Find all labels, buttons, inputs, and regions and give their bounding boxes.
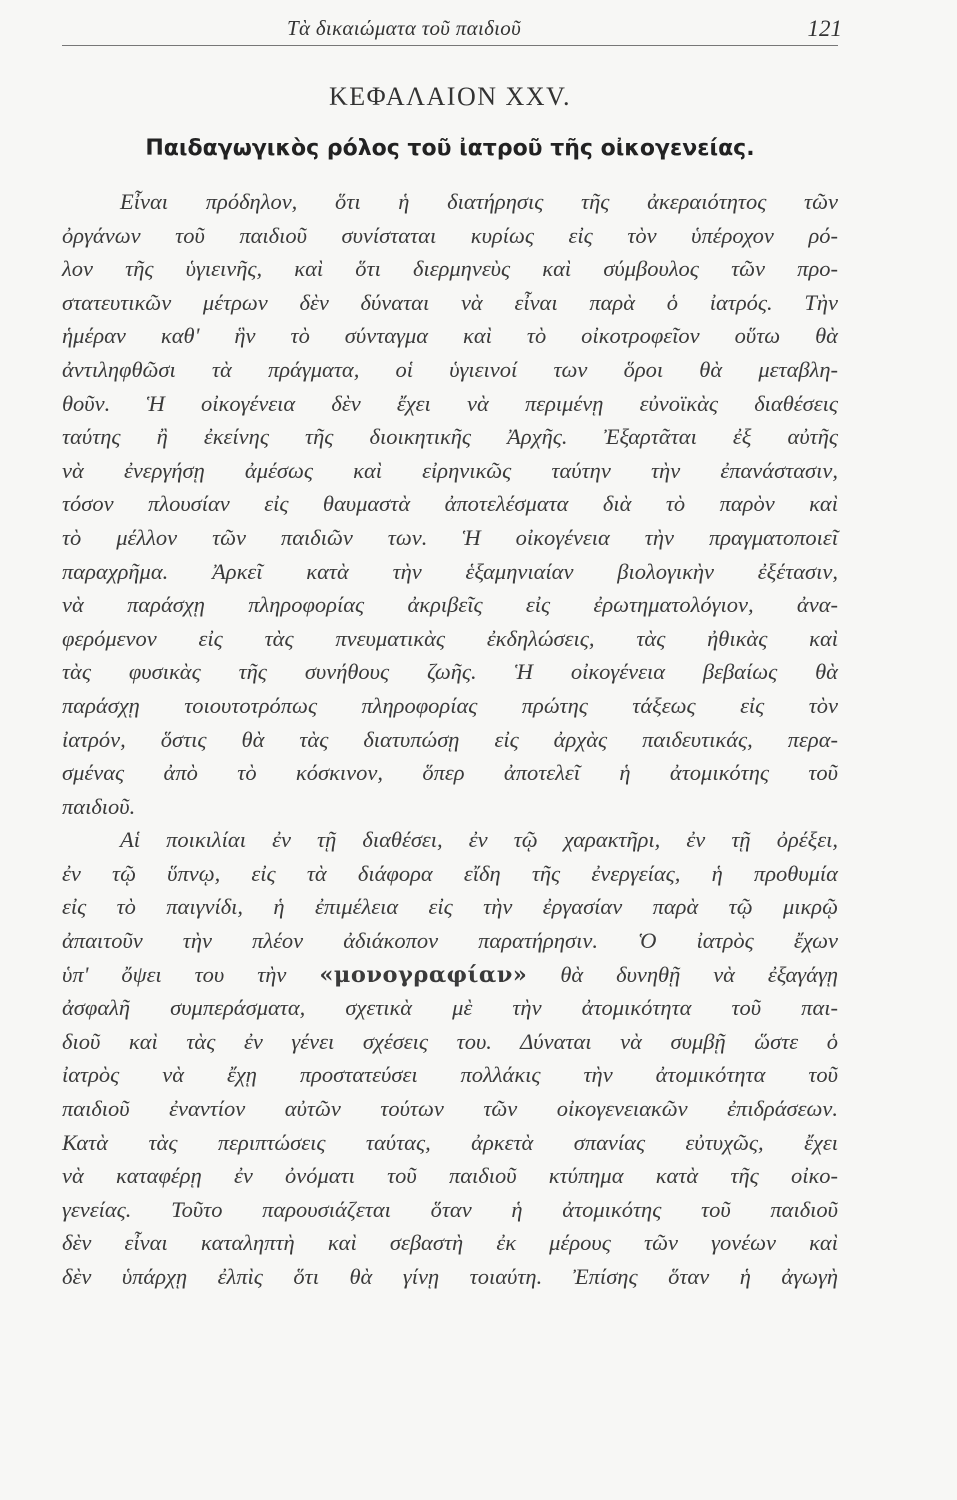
text-line: παράσχῃ τοιουτοτρόπως πληροφορίας πρώτης τάξεως εἰς τὸν — [62, 692, 838, 718]
text-line: στατευτικῶν μέτρων δὲν δύναται νὰ εἶναι παρὰ ὁ ἰατρός. Τὴν — [62, 289, 838, 315]
text-line: Εἶναι πρόδηλον, ὅτι ἡ διατήρησις τῆς ἀκεραιότητος τῶν — [120, 189, 838, 214]
text-line: δὲν εἶναι καταληπτὴ καὶ σεβαστὴ ἐκ μέρους τῶν γονέων καὶ — [62, 1230, 838, 1256]
text-line: παιδιοῦ. — [62, 793, 136, 819]
running-title: Τὰ δικαιώματα τοῦ παιδιοῦ — [287, 16, 522, 40]
text-line-with-emphasis — [62, 958, 838, 992]
text-line: τόσον πλουσίαν εἰς θαυμαστὰ ἀποτελέσματα διὰ τὸ παρὸν καὶ — [62, 491, 838, 517]
chapter-heading: ΚΕΦΑΛΑΙΟΝ XXV. — [328, 82, 571, 111]
text-line: νὰ ἐνεργήσῃ ἀμέσως καὶ εἰρηνικῶς ταύτην τὴν ἐπανάστασιν, — [62, 457, 838, 483]
text-line: Αἱ ποικιλίαι ἐν τῇ διαθέσει, ἐν τῷ χαρακτῆρι, ἐν τῇ ὀρέξει, — [120, 827, 838, 853]
text-line: ταύτης ἢ ἐκείνης τῆς διοικητικῆς Ἀρχῆς. Ἐξαρτᾶται ἐξ αὐτῆς — [62, 424, 838, 450]
text-line: θοῦν. Ἡ οἰκογένεια δὲν ἔχει νὰ περιμένῃ εὐνοϊκὰς διαθέσεις — [62, 390, 838, 416]
running-header — [62, 14, 842, 46]
text-fragment: ὑπ' ὄψει του τὴν — [62, 961, 287, 987]
text-line: νὰ καταφέρῃ ἐν ὀνόματι τοῦ παιδιοῦ κτύπημα κατὰ τῆς οἰκο- — [62, 1163, 838, 1189]
text-line: ἀσφαλῆ συμπεράσματα, σχετικὰ μὲ τὴν ἀτομικότητα τοῦ παι- — [62, 995, 838, 1021]
text-line: δὲν ὑπάρχῃ ἐλπὶς ὅτι θὰ γίνῃ τοιαύτη. Ἐπίσης ὅταν ἡ ἀγωγὴ — [62, 1264, 838, 1289]
emphasized-word: «μονογραφίαν» — [319, 961, 528, 988]
section-title: Παιδαγωγικὸς ρόλος τοῦ ἰατροῦ τῆς οἰκογενείας. — [145, 136, 755, 161]
body-text — [62, 185, 838, 1294]
text-line: παραχρῆμα. Ἀρκεῖ κατὰ τὴν ἑξαμηνιαίαν βιολογικὴν ἐξέτασιν, — [62, 558, 838, 584]
page-number: 121 — [807, 16, 842, 41]
text-line: διοῦ καὶ τὰς ἐν γένει σχέσεις του. Δύναται νὰ συμβῇ ὥστε ὁ — [62, 1028, 838, 1054]
text-line: τὰς φυσικὰς τῆς συνήθους ζωῆς. Ἡ οἰκογένεια βεβαίως θὰ — [62, 659, 838, 685]
text-line: ἀπαιτοῦν τὴν πλέον ἀδιάκοπον παρατήρησιν. Ὁ ἰατρὸς ἔχων — [62, 928, 838, 954]
text-line: γενείας. Τοῦτο παρουσιάζεται ὅταν ἡ ἀτομικότης τοῦ παιδιοῦ — [62, 1196, 838, 1222]
header-rule — [62, 45, 838, 46]
text-line: παιδιοῦ ἐναντίον αὐτῶν τούτων τῶν οἰκογενειακῶν ἐπιδράσεων. — [62, 1096, 838, 1122]
text-line: νὰ παράσχῃ πληροφορίας ἀκριβεῖς εἰς ἐρωτηματολόγιον, ἀνα- — [62, 592, 838, 618]
text-line: εἰς τὸ παιγνίδι, ἡ ἐπιμέλεια εἰς τὴν ἐργασίαν παρὰ τῷ μικρῷ — [62, 894, 838, 920]
text-line: ἀντιληφθῶσι τὰ πράγματα, οἱ ὑγιεινοί των ὅροι θὰ μεταβλη- — [62, 356, 838, 382]
text-line: φερόμενον εἰς τὰς πνευματικὰς ἐκδηλώσεις, τὰς ἠθικὰς καὶ — [62, 625, 838, 651]
text-line: τὸ μέλλον τῶν παιδιῶν των. Ἡ οἰκογένεια τὴν πραγματοποιεῖ — [62, 524, 838, 550]
text-fragment: θὰ δυνηθῇ νὰ ἐξαγάγῃ — [560, 961, 838, 987]
text-line: ἐν τῷ ὕπνῳ, εἰς τὰ διάφορα εἴδη τῆς ἐνεργείας, ἡ προθυμία — [62, 860, 838, 886]
text-line: Κατὰ τὰς περιπτώσεις ταύτας, ἀρκετὰ σπανίας εὐτυχῶς, ἔχει — [62, 1129, 838, 1155]
text-line: λον τῆς ὑγιεινῆς, καὶ ὅτι διερμηνεὺς καὶ σύμβουλος τῶν προ- — [62, 256, 838, 282]
text-line: σμένας ἀπὸ τὸ κόσκινον, ὅπερ ἀποτελεῖ ἡ ἀτομικότης τοῦ — [62, 760, 838, 786]
text-line: ἡμέραν καθ' ἣν τὸ σύνταγμα καὶ τὸ οἰκοτροφεῖον οὕτω θὰ — [62, 323, 838, 349]
text-line: ὀργάνων τοῦ παιδιοῦ συνίσταται κυρίως εἰς τὸν ὑπέροχον ρό- — [62, 222, 838, 248]
text-line: ἰατρόν, ὅστις θὰ τὰς διατυπώσῃ εἰς ἀρχὰς παιδευτικάς, περα- — [62, 726, 838, 752]
text-line: ἰατρὸς νὰ ἔχῃ προστατεύσει πολλάκις τὴν ἀτομικότητα τοῦ — [62, 1062, 838, 1088]
